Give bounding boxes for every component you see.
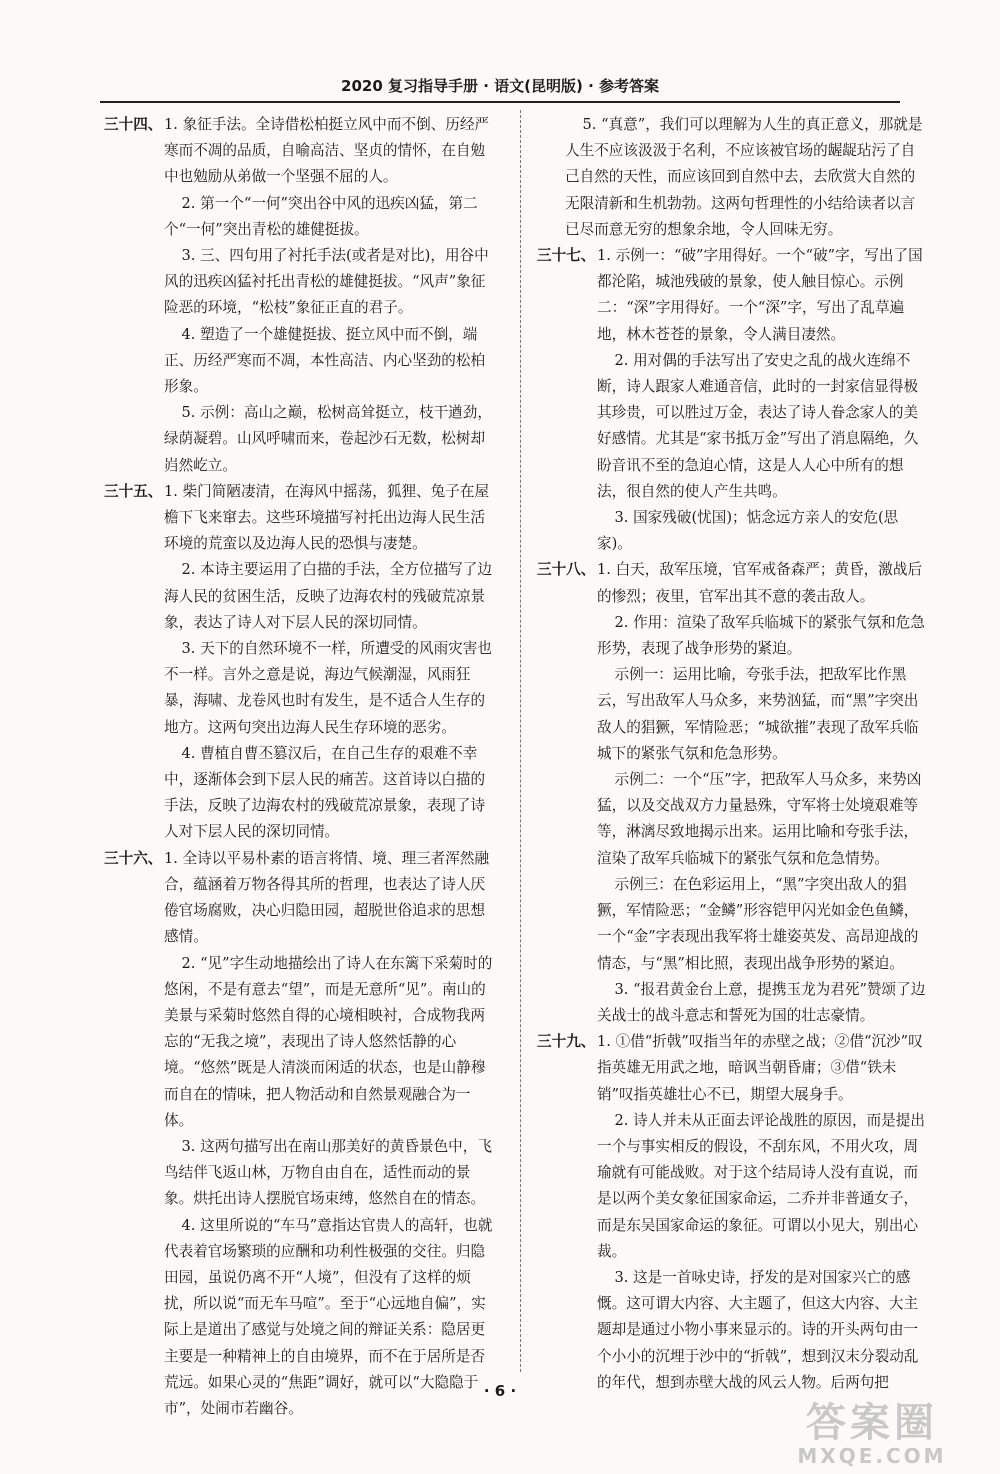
answer-item: 1. 全诗以平易朴素的语言将情、境、理三者浑然融合，蕴涵着万物各得其所的哲理，也表达了诗人厌倦官场腐败，决心归隐田园，超脱世俗追求的思想感情。 xyxy=(164,849,490,946)
watermark-url: MXQE.COM xyxy=(797,1444,947,1468)
page-header: 2020 复习指导手册 · 语文(昆明版) · 参考答案 xyxy=(341,77,659,95)
answer-item: 2. 诗人并未从正面去评论战胜的原因，而是提出一个与事实相反的假设，不刮东风，不用火攻，周瑜就有可能战败。对于这个结局诗人没有直说，而是以两个美女象征国家命运，二乔并非普通女子，而是东吴国家命运的象征。可谓以小见大，别出心裁。 xyxy=(597,1111,925,1260)
answer-item: 2. 作用：渲染了敌军兵临城下的紧张气氛和危急形势，表现了战争形势的紧迫。 xyxy=(597,613,925,658)
answer-item: 4. 这里所说的“车马”意指达官贵人的高轩，也就代表着官场繁琐的应酬和功利性极强的交往。归隐田园，虽说仍离不开“人境”，但没有了这样的烦扰，所以说“而无车马喧”。至于“心远地自偏”，实际上是道出了感觉与处境之间的辩证关系：隐居更主要是一种精神上的自由境界，而不在于居所是否荒远。如果心灵的“焦距”调好，就可以“大隐隐于市”，处闹市若幽谷。 xyxy=(164,1216,493,1417)
left-column xyxy=(104,112,496,1417)
answer-item: 3. 天下的自然环境不一样，所遭受的风雨灾害也不一样。言外之意是说，海边气候潮湿，风雨狂暴，海啸、龙卷风也时有发生，是不适合人生存的地方。这两句突出边海人民生存环境的恶劣。 xyxy=(164,640,492,736)
answer-item: 3. 这两句描写出在南山那美好的黄昏景色中，飞鸟结伴飞返山林，万物自由自在，适性而动的景象。烘托出诗人摆脱官场束缚，悠然自在的情态。 xyxy=(164,1137,492,1208)
section-label: 三十六、 xyxy=(104,849,163,867)
answer-item: 2. “见”字生动地描绘出了诗人在东篱下采菊时的悠闲，不是有意去“望”，而是无意所“见”。南山的美景与采菊时悠然自得的心境相映衬，合成物我两忘的“无我之境”，表现出了诗人悠然恬静的心境。“悠然”既是人清淡而闲适的状态，也是山静穆而自在的情味，把人物活动和自然景观融合为一体。 xyxy=(164,954,493,1129)
answer-item: 1. 示例一：“破”字用得好。一个“破”字，写出了国都沦陷，城池残破的景象，使人触目惊心。示例二：“深”字用得好。一个“深”字，写出了乱草遍地，林木苍苍的景象，令人满目凄然。 xyxy=(597,247,923,343)
watermark-logo xyxy=(762,1400,982,1468)
header-rule xyxy=(100,101,900,103)
page-number: · 6 · xyxy=(483,1382,517,1400)
answer-section xyxy=(537,243,929,557)
answer-section xyxy=(537,557,929,1029)
answer-item: 示例二：一个“压”字，把敌军人马众多，来势凶猛，以及交战双方力量悬殊，守军将士处境艰难等等，淋漓尽致地揭示出来。运用比喻和夸张手法，渲染了敌军兵临城下的紧张气氛和危急情势。 xyxy=(597,771,922,867)
section-label: 三十五、 xyxy=(104,482,163,500)
answer-section xyxy=(537,1029,929,1396)
section-label: 三十七、 xyxy=(537,247,596,265)
answer-item: 1. 象征手法。全诗借松柏挺立风中而不倒、历经严寒而不凋的品质，自喻高洁、坚贞的情怀，在自勉中也勉励从弟做一个坚强不屈的人。 xyxy=(164,116,490,186)
answer-item: 1. ①借“折戟”叹指当年的赤壁之战；②借“沉沙”叹指英雄无用武之地，暗讽当朝昏庸；③借“铁未销”叹指英雄壮心不已，期望大展身手。 xyxy=(597,1033,923,1103)
section-body xyxy=(565,112,929,243)
column-divider xyxy=(520,110,521,1372)
answer-item: 5. “真意”，我们可以理解为人生的真正意义，那就是人生不应该汲汲于名利，不应该被官场的龌龊玷污了自己自然的天性，而应该回到自然中去，去欣赏大自然的无限清新和生机勃勃。这两句哲理性的小结给读者以言已尽而意无穷的想象余地，令人回味无穷。 xyxy=(565,116,923,238)
answer-item: 示例三：在色彩运用上，“黑”字突出敌人的猖獗，军情险恶；“金鳞”形容铠甲闪光如金色鱼鳞，一个“金”字表现出我军将士雄姿英发、高昂迎战的情态，与“黑”相比照，表现出战争形势的紧迫。 xyxy=(597,875,919,972)
answer-item: 2. 第一个“一何”突出谷中风的迅疾凶猛，第二个“一何”突出青松的雄健挺拔。 xyxy=(164,194,478,238)
answer-item: 4. 曹植自曹丕篡汉后，在自己生存的艰难不幸中，逐渐体会到下层人民的痛苦。这首诗以白描的手法，反映了边海农村的残破荒凉景象，表现了诗人对下层人民的深切同情。 xyxy=(164,744,486,841)
answer-item: 3. 这是一首咏史诗，抒发的是对国家兴亡的感慨。这可谓大内容、大主题了，但这大内容、大主题却是通过小物小事来显示的。诗的开头两句由一个小小的沉埋于沙中的“折戟”，想到汉末分裂动乱的年代，想到赤壁大战的风云人物。后两句把 xyxy=(597,1268,919,1391)
answer-item: 1. 白天，敌军压境，官军戒备森严；黄昏，激战后的惨烈；夜里，官军出其不意的袭击敌人。 xyxy=(597,561,923,605)
answer-item: 2. 本诗主要运用了白描的手法，全方位描写了边海人民的贫困生活，反映了边海农村的残破荒凉景象，表达了诗人对下层人民的深切同情。 xyxy=(164,561,492,631)
section-body xyxy=(164,112,496,479)
watermark-logo-text: 答案圈 xyxy=(806,1400,938,1446)
answer-item: 3. “报君黄金台上意，提携玉龙为君死”赞颂了边关战士的战斗意志和誓死为国的壮志豪情。 xyxy=(597,980,926,1024)
section-label xyxy=(537,112,565,243)
section-body xyxy=(164,479,496,846)
section-body xyxy=(597,557,929,1029)
section-body xyxy=(597,1029,929,1396)
right-column xyxy=(537,112,929,1391)
section-label: 三十八、 xyxy=(537,561,596,579)
answer-item: 1. 柴门简陋凄清，在海风中摇荡，狐狸、兔子在屋檐下飞来窜去。这些环境描写衬托出边海人民生活环境的荒蛮以及边海人民的恐惧与凄楚。 xyxy=(164,482,490,553)
answer-item: 示例一：运用比喻，夸张手法，把敌军比作黑云，写出敌军人马众多，来势汹猛，而“黑”字突出敌人的猖獗，军情险恶；“城欲摧”表现了敌军兵临城下的紧张气氛和危急形势。 xyxy=(597,666,919,762)
section-label: 三十九、 xyxy=(537,1033,596,1051)
section-body xyxy=(164,846,496,1422)
section-body xyxy=(597,243,929,557)
answer-item: 3. 国家残破(忧国)；惦念远方亲人的安危(思家)。 xyxy=(597,509,899,553)
answer-item: 5. 示例：高山之巅，松树高耸挺立，枝干遒劲，绿荫凝碧。山风呼啸而来，卷起沙石无数，松树却岿然屹立。 xyxy=(164,404,492,474)
answer-section xyxy=(537,112,929,243)
answer-item: 3. 三、四句用了衬托手法(或者是对比)，用谷中风的迅疾凶猛衬托出青松的雄健挺拔。“风声”象征险恶的环境，“松枝”象征正直的君子。 xyxy=(164,247,489,317)
answer-item: 4. 塑造了一个雄健挺拔、挺立风中而不倒，端正、历经严寒而不凋，本性高洁、内心坚劲的松柏形象。 xyxy=(164,325,486,396)
answer-section xyxy=(104,846,496,1422)
section-label: 三十四、 xyxy=(104,116,163,133)
answer-section xyxy=(104,112,496,479)
answer-item: 2. 用对偶的手法写出了安史之乱的战火连绵不断，诗人跟家人难通音信，此时的一封家信显得极其珍贵，可以胜过万金，表达了诗人眷念家人的美好感情。尤其是“家书抵万金”写出了消息隔绝，久盼音讯不至的急迫心情，这是人人心中所有的想法，很自然的使人产生共鸣。 xyxy=(597,351,919,500)
answer-section xyxy=(104,479,496,846)
